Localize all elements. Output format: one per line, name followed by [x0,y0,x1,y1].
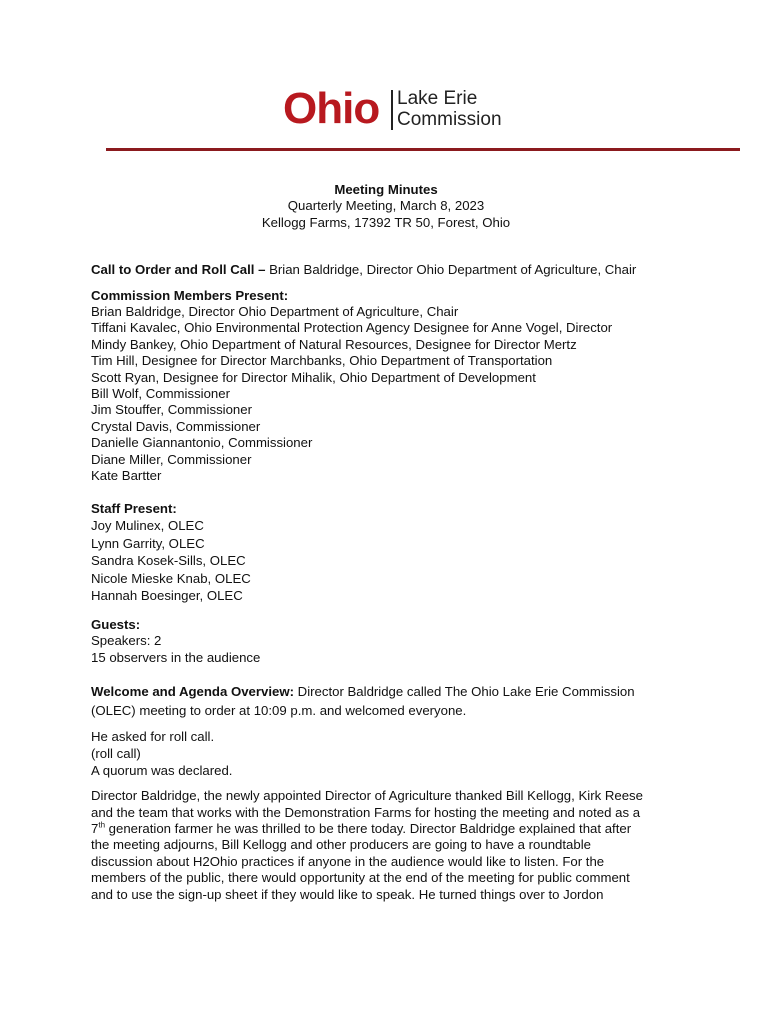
welcome-line-1: Director Baldridge called The Ohio Lake Erie Commission [294,684,635,700]
document-title: Meeting Minutes [334,182,438,197]
list-item: A quorum was declared. [91,763,233,779]
paragraph-line: members of the public, there would opportunity at the end of the meeting for public comment [91,870,630,886]
list-item: Lynn Garrity, OLEC [91,535,205,551]
list-item: Mindy Bankey, Ohio Department of Natural Resources, Designee for Director Mertz [91,336,577,352]
meeting-location: Kellogg Farms, 17392 TR 50, Forest, Ohio [261,214,511,230]
director-paragraph [91,788,681,903]
welcome-paragraph [91,682,681,720]
guests-list [91,633,681,666]
staff-heading: Staff Present: [91,500,177,516]
call-to-order-text: Brian Baldridge, Director Ohio Department of Agriculture, Chair [265,262,637,278]
logo-line-1: Lake Erie [397,88,478,109]
members-list [91,304,681,484]
list-item: Diane Miller, Commissioner [91,451,252,467]
paragraph-line: and the team that works with the Demonstration Farms for hosting the meeting and noted as a [91,804,641,820]
list-item: (roll call) [91,746,141,762]
list-item: Crystal Davis, Commissioner [91,418,261,434]
meeting-date: Quarterly Meeting, March 8, 2023 [287,198,485,214]
list-item: Brian Baldridge, Director Ohio Department of Agriculture, Chair [91,304,459,320]
list-item: Danielle Giannantonio, Commissioner [91,435,313,451]
paragraph-line: 7th generation farmer he was thrilled to be there today. Director Baldridge explained that after [91,820,632,836]
header-rule [106,148,740,151]
paragraph-line: and to use the sign-up sheet if they would like to speak. He turned things over to Jordon [91,886,604,902]
list-item: Speakers: 2 [91,633,162,649]
list-item: Hannah Boesinger, OLEC [91,588,243,604]
list-item: Nicole Mieske Knab, OLEC [91,570,251,586]
list-item: Kate Bartter [91,468,162,484]
list-item: Tiffani Kavalec, Ohio Environmental Protection Agency Designee for Anne Vogel, Director [91,320,613,336]
members-heading: Commission Members Present: [91,287,289,303]
list-item: 15 observers in the audience [91,649,261,665]
list-item: Sandra Kosek-Sills, OLEC [91,553,246,569]
paragraph-line: the meeting adjourns, Bill Kellogg and other producers are going to have a roundtable [91,837,591,853]
list-item: Jim Stouffer, Commissioner [91,402,252,418]
staff-list [91,517,681,605]
guests-heading: Guests: [91,616,141,632]
paragraph-line: discussion about H2Ohio practices if anyone in the audience would like to listen. For the [91,853,605,869]
welcome-label: Welcome and Agenda Overview: [91,684,295,700]
paragraph-line: Director Baldridge, the newly appointed Director of Agriculture thanked Bill Kellogg, Kirk Reese [91,788,643,804]
logo-line-2: Commission [397,109,502,130]
list-item: Joy Mulinex, OLEC [91,517,204,533]
roll-call-paragraph [91,728,681,779]
list-item: Bill Wolf, Commissioner [91,386,230,402]
list-item: Tim Hill, Designee for Director Marchbanks, Ohio Department of Transportation [91,353,553,369]
list-item: Scott Ryan, Designee for Director Mihalik, Ohio Department of Development [91,369,536,385]
call-to-order [91,262,681,278]
logo-wordmark: Ohio [283,84,380,133]
list-item: He asked for roll call. [91,729,215,745]
welcome-line-2: (OLEC) meeting to order at 10:09 p.m. and welcomed everyone. [91,703,467,719]
document-body [91,182,681,903]
call-to-order-label: Call to Order and Roll Call – [91,262,266,278]
logo-divider [391,90,393,130]
